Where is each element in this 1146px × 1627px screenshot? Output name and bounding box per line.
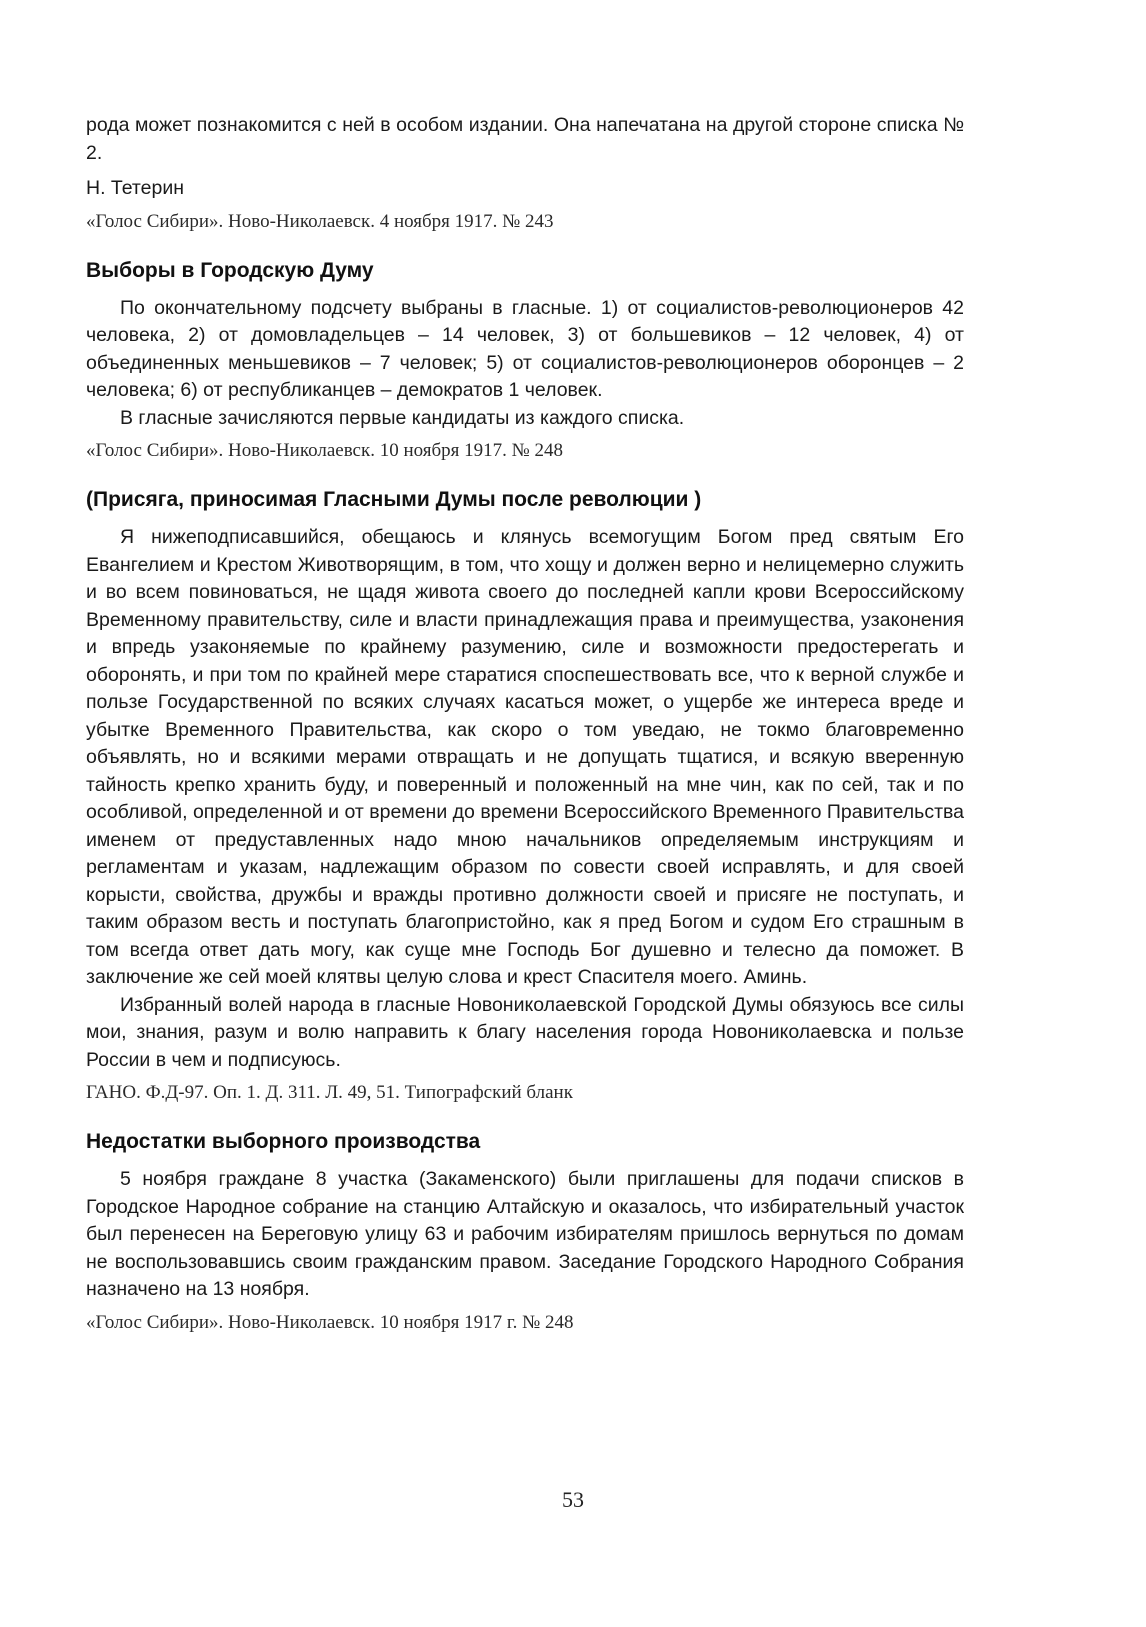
intro-author: Н. Тетерин bbox=[86, 177, 184, 199]
section-title: Выборы в Городскую Думу bbox=[86, 258, 374, 282]
section-title: Недостатки выборного производства bbox=[86, 1130, 481, 1153]
section-paragraph: Избранный волей народа в гласные Новониколаевской Городской Думы обязуюсь все силы мои, знания, разум и волю направить к благу населения города Новониколаевска и пользе России в чем и подписуюсь. bbox=[86, 993, 964, 1071]
intro-source: «Голос Сибири». Ново-Николаевск. 4 ноября 1917. № 243 bbox=[86, 210, 554, 232]
page-number: 53 bbox=[562, 1487, 584, 1512]
section-shortcomings bbox=[86, 1128, 964, 1336]
page-body bbox=[86, 112, 964, 1336]
intro-paragraph: рода может познакомится с ней в особом издании. Она напечатана на другой стороне списка № 2. bbox=[86, 114, 964, 164]
section-oath bbox=[86, 486, 964, 1106]
section-source: «Голос Сибири». Ново-Николаевск. 10 ноября 1917. № 248 bbox=[86, 440, 564, 461]
section-title: (Присяга, приносимая Гласными Думы после революции ) bbox=[86, 488, 702, 511]
section-paragraph: 5 ноября граждане 8 участка (Закаменского) были приглашены для подачи списков в Городское Народное собрание на станцию Алтайскую и оказалось, что избирательный участок был перенесен на Береговую улицу 63 и рабочим избирателям пришлось вернуться по домам не воспользовавшись своим гражданским правом. Заседание Городского Народного Собрания назначено на 13 ноября. bbox=[86, 1168, 964, 1300]
section-source: ГАНО. Ф.Д-97. Оп. 1. Д. 311. Л. 49, 51. Типографский бланк bbox=[86, 1082, 573, 1103]
section-paragraph: По окончательному подсчету выбраны в гласные. 1) от социалистов-революционеров 42 человека, 2) от домовладельцев – 14 человек, 3) от большевиков – 12 человек, 4) от объединенных меньшевиков – 7 человек; 5) от социалистов-революционеров оборонцев – 2 человека; 6) от республиканцев – демократов 1 человек. bbox=[86, 296, 964, 401]
section-elections bbox=[86, 257, 964, 465]
section-source: «Голос Сибири». Ново-Николаевск. 10 ноября 1917 г. № 248 bbox=[86, 1311, 574, 1333]
section-paragraph: Я нижеподписавшийся, обещаюсь и клянусь всемогущим Богом пред святым Его Евангелием и Крестом Животворящим, в том, что хощу и должен верно и нелицемерно служить и во всем повиноваться, не щадя живота своего до последней капли крови Всероссийскому Временному правительству, силе и власти принадлежащия права и преимущества, узаконения и впредь узаконяемые по крайнему разумению, силе и возможности предостерегать и оборонять, и при том по крайней мере старатися споспешествовать все, что к верной службе и пользе Государственной по всяких случаях касаться может, о ущербе же интереса вреде и убытке Временного Правительства, как скоро о том уведаю, не токмо благовременно объявлять, но и всякими мерами отвращать и не допущать тщатися, и всякую вверенную тайность крепко хранить буду, и поверенный и положенный на мне чин, как по сей, так и по особливой, определенной и от времени до времени Всероссийского Временного Правительства именем от предуставленных надо мною начальников определяемым инструкциям и регламентам и указам, надлежащим образом по совести своей исправлять, и для своей корысти, свойства, дружбы и вражды противно должности своей и присяге не поступать, и таким образом весть и поступать благопристойно, как я пред Богом и судом Его страшным в том всегда ответ дать могу, как суще мне Господь Бог душевно и телесно да поможет. В заключение же сей моей клятвы целую слова и крест Спасителя моего. Аминь. bbox=[86, 526, 964, 988]
section-paragraph: В гласные зачисляются первые кандидаты из каждого списка. bbox=[120, 406, 685, 429]
